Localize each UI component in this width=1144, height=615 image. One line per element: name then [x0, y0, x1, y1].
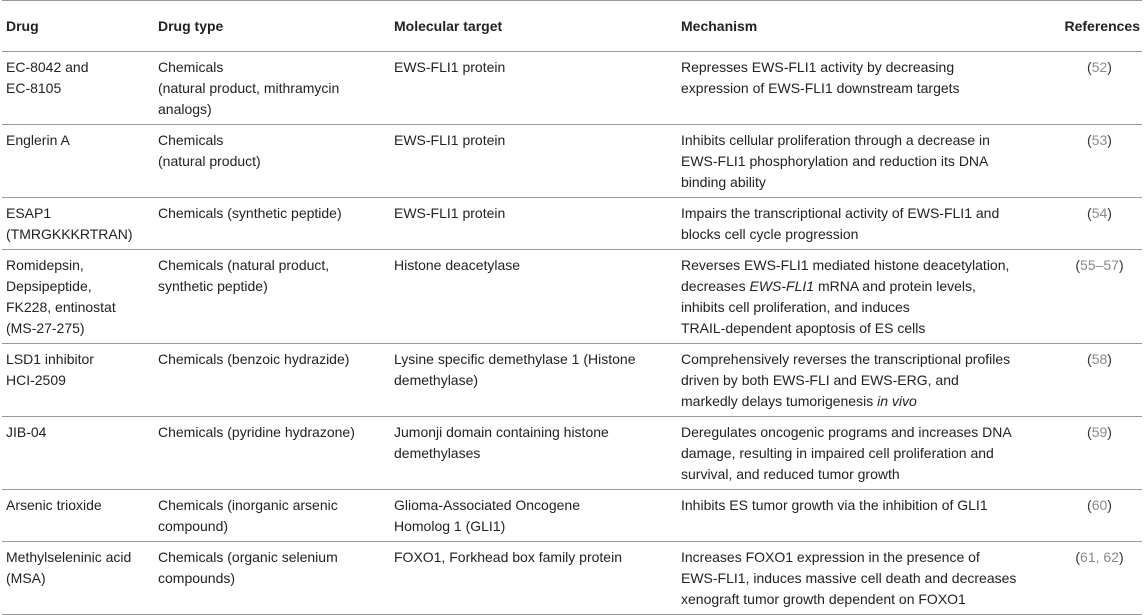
- cell-line: damage, resulting in impaired cell proliferation and: [681, 445, 994, 461]
- table-row: [2, 250, 1142, 344]
- cell-line: Reverses EWS-FLI1 mediated histone deacetylation,: [681, 257, 1010, 273]
- cell-line: FOXO1, Forkhead box family protein: [394, 549, 622, 565]
- cell-line: (natural product, mithramycin: [158, 80, 340, 96]
- cell-line: Chemicals (pyridine hydrazone): [158, 424, 355, 440]
- cell-line: Jumonji domain containing histone: [394, 424, 609, 440]
- cell-line: Romidepsin,: [6, 257, 84, 273]
- cell-line: Homolog 1 (GLI1): [394, 518, 506, 534]
- cell-line: Increases FOXO1 expression in the presence of: [681, 549, 980, 565]
- cell-drug-type: [154, 125, 390, 198]
- cell-mechanism: [677, 490, 1051, 542]
- cell-line: Represses EWS-FLI1 activity by decreasing: [681, 59, 955, 75]
- cell-line: EWS-FLI1 protein: [394, 132, 506, 148]
- cell-line: JIB-04: [6, 424, 47, 440]
- cell-references: (52): [1051, 52, 1142, 125]
- table-row: [2, 417, 1142, 490]
- cell-line: EWS-FLI1 phosphorylation and reduction its DNA: [681, 153, 989, 169]
- cell-line: [681, 276, 1047, 297]
- cell-line: (natural product): [158, 153, 261, 169]
- drug-table: [2, 0, 1142, 615]
- cell-references: (53): [1051, 125, 1142, 198]
- cell-drug-type: [154, 542, 390, 615]
- cell-drug: [2, 198, 154, 250]
- cell-drug: [2, 417, 154, 490]
- cell-references: (54): [1051, 198, 1142, 250]
- cell-line: Depsipeptide,: [6, 278, 92, 294]
- cell-molecular-target: [390, 542, 677, 615]
- cell-line: analogs): [158, 101, 212, 117]
- reference-link[interactable]: 53: [1091, 132, 1108, 148]
- cell-line: (TMRGKKKRTRAN): [6, 226, 133, 242]
- cell-line: Deregulates oncogenic programs and increases DNA: [681, 424, 1012, 440]
- cell-line: Impairs the transcriptional activity of EWS-FLI1 and: [681, 205, 1000, 221]
- cell-line: EWS-FLI1 protein: [394, 59, 506, 75]
- cell-line: demethylases: [394, 445, 481, 461]
- cell-line: FK228, entinostat: [6, 299, 116, 315]
- cell-molecular-target: [390, 52, 677, 125]
- cell-drug: [2, 250, 154, 344]
- cell-line: ESAP1: [6, 205, 52, 221]
- text-fragment: mRNA and protein levels,: [814, 278, 976, 294]
- cell-drug-type: [154, 52, 390, 125]
- header-drug: Drug: [2, 1, 154, 52]
- cell-line: Methylseleninic acid: [6, 549, 132, 565]
- header-mechanism: Mechanism: [677, 1, 1051, 52]
- header-drug-type: Drug type: [154, 1, 390, 52]
- cell-molecular-target: [390, 198, 677, 250]
- cell-molecular-target: [390, 490, 677, 542]
- cell-molecular-target: [390, 250, 677, 344]
- cell-line: Chemicals: [158, 59, 224, 75]
- cell-mechanism: [677, 125, 1051, 198]
- cell-line: Lysine specific demethylase 1 (Histone: [394, 351, 636, 367]
- text-fragment: markedly delays tumorigenesis: [681, 393, 878, 409]
- cell-line: survival, and reduced tumor growth: [681, 466, 900, 482]
- cell-line: Glioma-Associated Oncogene: [394, 497, 580, 513]
- cell-line: inhibits cell proliferation, and induces: [681, 299, 910, 315]
- cell-line: (MSA): [6, 570, 46, 586]
- cell-mechanism: [677, 542, 1051, 615]
- cell-line: Chemicals (natural product,: [158, 257, 330, 273]
- cell-line: Chemicals: [158, 132, 224, 148]
- cell-line: Histone deacetylase: [394, 257, 521, 273]
- reference-link[interactable]: 55–57: [1080, 257, 1119, 273]
- cell-drug: [2, 125, 154, 198]
- cell-mechanism: [677, 417, 1051, 490]
- header-references: References: [1051, 1, 1142, 52]
- cell-line: Chemicals (organic selenium: [158, 549, 338, 565]
- cell-line: blocks cell cycle progression: [681, 226, 859, 242]
- cell-drug: [2, 52, 154, 125]
- cell-line: Chemicals (benzoic hydrazide): [158, 351, 350, 367]
- latin-phrase-italic: in vivo: [877, 393, 917, 409]
- cell-line: Comprehensively reverses the transcriptional profiles: [681, 351, 1011, 367]
- cell-mechanism: [677, 344, 1051, 417]
- cell-molecular-target: [390, 344, 677, 417]
- cell-line: compounds): [158, 570, 236, 586]
- cell-molecular-target: [390, 125, 677, 198]
- cell-references: (55–57): [1051, 250, 1142, 344]
- cell-references: (58): [1051, 344, 1142, 417]
- cell-line: synthetic peptide): [158, 278, 268, 294]
- table-row: [2, 198, 1142, 250]
- cell-references: (61, 62): [1051, 542, 1142, 615]
- reference-link[interactable]: 59: [1091, 424, 1108, 440]
- gene-name-italic: EWS-FLI1: [749, 278, 815, 294]
- cell-line: EWS-FLI1, induces massive cell death and decreases: [681, 570, 1017, 586]
- cell-drug-type: [154, 417, 390, 490]
- cell-drug: [2, 542, 154, 615]
- cell-line: EC-8105: [6, 80, 62, 96]
- table-body: [2, 52, 1142, 615]
- cell-line: [681, 391, 1047, 412]
- cell-mechanism: [677, 250, 1051, 344]
- cell-line: HCI-2509: [6, 372, 66, 388]
- header-row: [2, 1, 1142, 52]
- cell-line: Chemicals (inorganic arsenic: [158, 497, 338, 513]
- cell-line: expression of EWS-FLI1 downstream targets: [681, 80, 960, 96]
- table-header: [2, 1, 1142, 52]
- table-row: [2, 344, 1142, 417]
- cell-line: TRAIL-dependent apoptosis of ES cells: [681, 320, 926, 336]
- cell-drug-type: [154, 250, 390, 344]
- cell-line: xenograft tumor growth dependent on FOXO1: [681, 591, 966, 607]
- reference-link[interactable]: 58: [1091, 351, 1108, 367]
- cell-line: Chemicals (synthetic peptide): [158, 205, 342, 221]
- cell-mechanism: [677, 198, 1051, 250]
- cell-line: compound): [158, 518, 229, 534]
- cell-line: demethylase): [394, 372, 479, 388]
- cell-drug-type: [154, 198, 390, 250]
- reference-link[interactable]: 52: [1091, 59, 1108, 75]
- cell-line: (MS-27-275): [6, 320, 85, 336]
- header-molecular-target: Molecular target: [390, 1, 677, 52]
- table-row: [2, 490, 1142, 542]
- reference-link[interactable]: 61, 62: [1080, 549, 1119, 565]
- cell-line: EC-8042 and: [6, 59, 89, 75]
- cell-line: EWS-FLI1 protein: [394, 205, 506, 221]
- cell-line: Englerin A: [6, 132, 70, 148]
- cell-line: LSD1 inhibitor: [6, 351, 94, 367]
- cell-references: (59): [1051, 417, 1142, 490]
- cell-drug-type: [154, 344, 390, 417]
- table-row: [2, 125, 1142, 198]
- cell-drug: [2, 490, 154, 542]
- reference-link[interactable]: 60: [1091, 497, 1108, 513]
- cell-references: (60): [1051, 490, 1142, 542]
- cell-line: driven by both EWS-FLI and EWS-ERG, and: [681, 372, 959, 388]
- cell-line: binding ability: [681, 174, 766, 190]
- table-row: [2, 542, 1142, 615]
- cell-line: Arsenic trioxide: [6, 497, 102, 513]
- cell-line: Inhibits ES tumor growth via the inhibition of GLI1: [681, 497, 988, 513]
- cell-molecular-target: [390, 417, 677, 490]
- table-row: [2, 52, 1142, 125]
- text-fragment: decreases: [681, 278, 750, 294]
- cell-line: Inhibits cellular proliferation through a decrease in: [681, 132, 990, 148]
- cell-mechanism: [677, 52, 1051, 125]
- cell-drug: [2, 344, 154, 417]
- cell-drug-type: [154, 490, 390, 542]
- reference-link[interactable]: 54: [1091, 205, 1108, 221]
